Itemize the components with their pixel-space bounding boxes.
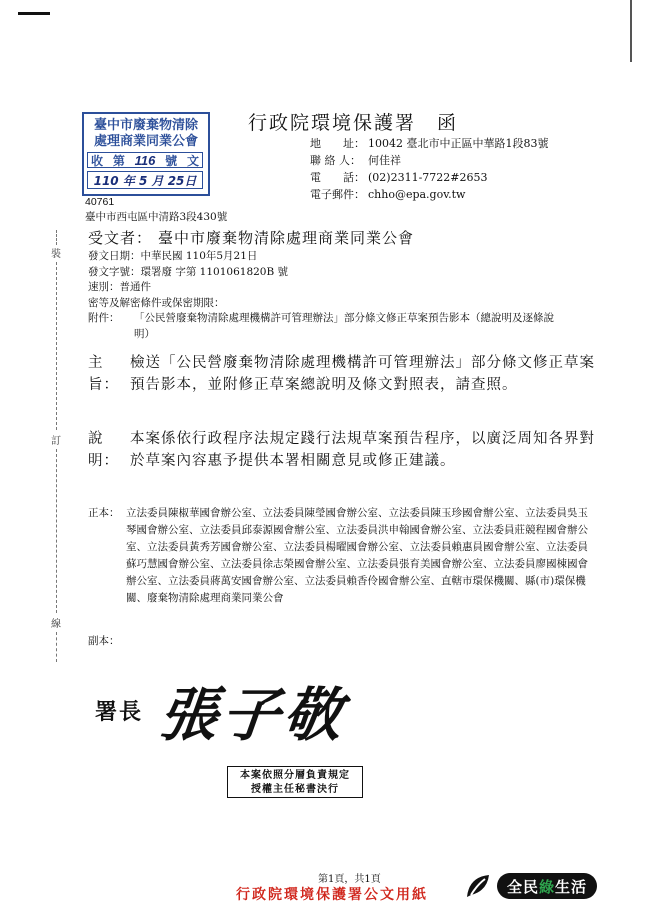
meta-email-row [310,186,548,203]
recipient-zip: 40761 [85,196,115,208]
binding-dots [56,230,58,245]
binding-dots [56,632,58,662]
logo-text-c: 生活 [555,877,588,896]
stamp-org-line1: 臺中市廢棄物清除 [93,118,198,133]
green-life-logo [463,871,609,901]
director-signature: 張子敬 [155,681,350,749]
logo-text-a: 全民 [507,877,540,896]
document-info [88,249,564,342]
page-number: 第1頁，共1頁 [318,874,381,885]
meta-email: chho@epa.gov.tw [368,188,466,201]
stamp-recv-label: 收 [91,153,104,168]
info-speed-row [88,280,564,296]
info-date-label: 發文日期： [88,250,141,262]
sender-meta [310,135,548,203]
subject-label: 主旨： [88,355,119,393]
document-title: 行政院環境保護署 函 [248,112,459,134]
logo-text [497,873,597,899]
recipient-label: 受文者： [88,229,153,247]
stamp-recv-number: 116 [134,152,156,168]
stamp-recv-suffix: 號 [165,153,178,168]
recipient-line [88,227,414,248]
form-footer: 行政院環境保護署公文用紙 [236,887,428,903]
meta-address-row [310,135,548,152]
meta-email-label: 電子郵件： [310,188,365,201]
edge-line [630,0,632,62]
stamp-org [84,114,208,150]
meta-phone-row [310,169,548,186]
binding-mark: 裝 [51,249,61,260]
info-speed-label: 速別： [88,281,120,293]
info-number: 環署廢 字第 1101061820B 號 [140,265,289,278]
stamp-recv-type: 文 [186,153,199,168]
info-date-row [88,249,564,265]
delegation-line2: 授權主任秘書決行 [251,784,339,795]
cc-list: 立法委員陳椒華國會辦公室、立法委員陳瑩國會辦公室、立法委員陳玉珍國會辦公室、立法委員吳玉琴國會辦公室、立法委員邱泰源國會辦公室、立法委員洪申翰國會辦公室、立法委員莊競程國會辦公室、立法委員黃秀芳國會辦公室、立法委員楊曜國會辦公室、立法委員賴惠員國會辦公室、立法委員蘇巧慧國會辦公室、立法委員徐志榮國會辦公室、立法委員張育美國會辦公室、立法委員廖國棟國會辦公室、立法委員蔣萬安國會辦公室、立法委員賴香伶國會辦公室、直轄市環保機關、縣(市)環保機關、廢棄物清除處理商業同業公會 [126,507,588,604]
director-title: 署長 [95,699,144,725]
cc-label: 正本： [88,507,120,519]
recipient-name: 臺中市廢棄物清除處理商業同業公會 [158,229,415,247]
delegation-stamp [227,766,363,798]
line-mark: 線 [51,619,61,630]
explanation-label: 說明： [88,431,119,469]
explanation-text: 本案係依行政程序法規定踐行法規草案預告程序，以廣泛周知各界對於草案內容惠予提供本署相關意見或修正建議。 [130,431,595,469]
info-secret-row [88,296,564,312]
meta-address-label: 地 址： [310,137,365,150]
info-attach-label: 附件： [88,312,120,324]
logo-text-b: 綠 [539,877,556,896]
meta-address: 10042 臺北市中正區中華路1段83號 [368,137,549,150]
stamp-recv-prefix: 第 [112,153,125,168]
meta-contact-label: 聯 絡 人： [310,154,361,167]
receipt-stamp [82,112,210,196]
corner-mark [18,12,50,15]
recipient-address: 臺中市西屯區中清路3段430號 [85,211,228,223]
info-secret-label: 密等及解密條件或保密期限： [88,296,225,309]
info-attach-row [88,311,564,342]
meta-phone-label: 電 話： [310,171,365,184]
copy-label: 副本： [88,635,120,647]
meta-contact-row [310,152,548,169]
info-date: 中華民國 110年5月21日 [140,250,258,262]
delegation-line1: 本案依照分層負責規定 [240,770,350,781]
binding-dots [56,262,58,430]
stamp-receipt-row [87,152,203,168]
stamp-org-line2: 處理商業同業公會 [93,134,198,149]
info-number-row [88,265,564,281]
order-mark: 訂 [51,436,61,447]
meta-contact: 何佳祥 [368,154,401,167]
meta-phone: (02)2311-7722#2653 [368,171,488,184]
info-number-label: 發文字號： [88,265,141,278]
stamp-date: 110 年 5 月 25日 [87,171,203,189]
binding-dots [56,449,58,613]
info-speed: 普通件 [119,281,151,293]
info-attach: 「公民營廢棄物清除處理機構許可管理辦法」部分條文修正草案預告影本（總說明及逐條說明） [134,312,554,340]
leaf-icon [463,871,493,901]
subject-text: 檢送「公民營廢棄物清除處理機構許可管理辦法」部分條文修正草案預告影本，並附修正草案總說明及條文對照表，請查照。 [130,355,595,393]
